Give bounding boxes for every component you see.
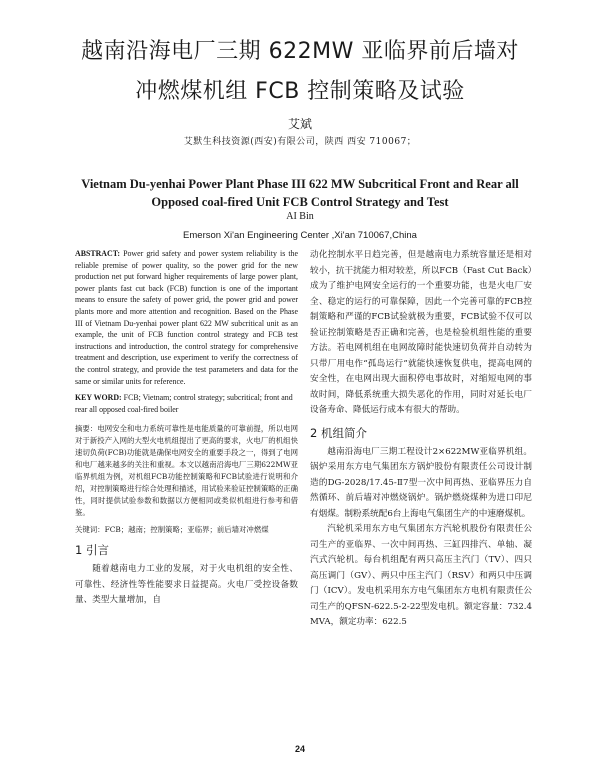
title-en-line2: Opposed coal-fired Unit FCB Control Strategy and Test [151,195,449,209]
section1-paragraph: 随着越南电力工业的发展，对于火电机组的安全性、可靠性、经济性等性能要求日益提高。火电厂受控设备数量、类型大量增加，自 [75,564,298,606]
author-en: AI Bin [286,211,314,222]
title-cn-line1: 越南沿海电厂三期 622MW 亚临界前后墙对 [81,39,519,64]
abstract-en-text: Power grid safety and power system reliability is the reliable premise of power quality, so the power grid for the new production net put forward higher requirements of large power plant, power plants fast cut back (FCB) function is one of the important means to ensure the safety of power grid, the power grid and power plants more and more attention and recognition. Based on the Phase III of Vietnam Du-yenhai power plant 622 MW subcritical unit as an example, the unit of FCB function control strategy and FCB test instructions and introduction, the control strategy for comprehensive treatment and description, use experiment to verify the correctness of the control strategy, and provide the test parameters and data for the same or similar units for reference. [75,249,298,386]
abstract-en-label: ABSTRACT: [75,249,121,258]
abstract-cn-label: 摘要： [75,424,98,434]
abstract-cn-text: 电网安全和电力系统可靠性是电能质量的可靠前提，所以电网对于新投产入网的大型火电机组提出了更高的要求，火电厂的机组快速切负荷(FCB)功能就是确保电网安全的重要手段之一，得到了电网和电厂越来越多的关注和重视。本文以越南沿海电厂三期622MW亚临界机组为例，对机组FCB功能控制策略和FCB试验进行说明和介绍，对控制策略进行综合处理和描述，用试验来验证控制策略的正确性，同时提供试验参数和数据以方便相同或类似机组进行参考和借鉴。 [75,424,298,518]
right-column [310,248,532,631]
title-en-line1: Vietnam Du-yenhai Power Plant Phase III 622 MW Subcritical Front and Rear all [81,177,519,191]
keywords-en-text: FCB; Vietnam; control strategy; subcritical; front and rear all opposed coal-fired boiler [75,393,293,414]
page-number: 24 [294,744,305,754]
left-column [75,248,298,609]
affiliation-en: Emerson Xi'an Engineering Center ,Xi'an 710067,China [183,230,417,241]
author-cn: 艾斌 [287,117,312,131]
abstract-cn [75,423,298,519]
keywords-cn [75,524,298,536]
section2-paragraph1: 越南沿海电厂三期工程设计2×622MW亚临界机组。锅炉采用东方电气集团东方锅炉股份有限责任公司设计制造的DG-2028/17.45-Ⅱ7型一次中间再热、亚临界压力自然循环、前后墙对冲燃烧锅炉。锅炉燃烧煤种为进口印尼有烟煤。制粉系统配6台上海电气集团生产的中速磨煤机。 [310,446,532,519]
abstract-en [75,248,298,387]
affiliation-cn: 艾默生科技资源(西安)有限公司，陕西 西安 710067； [183,137,417,147]
section2-heading: 2 机组简介 [310,425,367,440]
keywords-en [75,392,298,415]
section1-paragraph-continued: 动化控制水平日趋完善，但是越南电力系统容量还是相对较小，抗干扰能力相对较差，所以FCB（Fast Cut Back）成为了维护电网安全运行的一个重要功能，也是火电厂安全、稳定的运行的可靠保障，因此一个完善可靠的FCB控制策略和严谨的FCB试验就极为重要，FCB试验不仅可以验证控制策略是否正确和完善，也是检验机组性能的重要方法。若电网机组在电网故障时能快速切负荷并自动转为只带厂用电作“孤岛运行”就能快速恢复供电，提高电网的安全性，在电网出现大面积停电事故时，对缩短电网的事故时间，降低系统重大损失恶化的作用，同时对延长电厂设备寿命、降低运行成本有很大的帮助。 [310,250,532,415]
keywords-en-label: KEY WORD: [75,393,122,403]
keywords-cn-text: FCB；越南；控制策略；亚临界；前后墙对冲燃煤 [104,525,269,535]
title-cn-line2: 冲燃煤机组 FCB 控制策略及试验 [135,79,465,104]
section2-paragraph2: 汽轮机采用东方电气集团东方汽轮机股份有限责任公司生产的亚临界、一次中间再热、三缸四排汽、单轴、凝汽式汽轮机。每台机组配有两只高压主汽门（TV）、四只高压调门（GV）、两只中压主汽门（RSV）和两只中压调门（ICV）。发电机采用东方电气集团东方电机有限责任公司生产的QFSN-622.5-2-22型发电机。额定容量：732.4 MVA，额定功率：622.5 [310,524,532,627]
keywords-cn-label: 关键词： [75,525,105,535]
section1-heading: 1 引言 [75,543,109,558]
